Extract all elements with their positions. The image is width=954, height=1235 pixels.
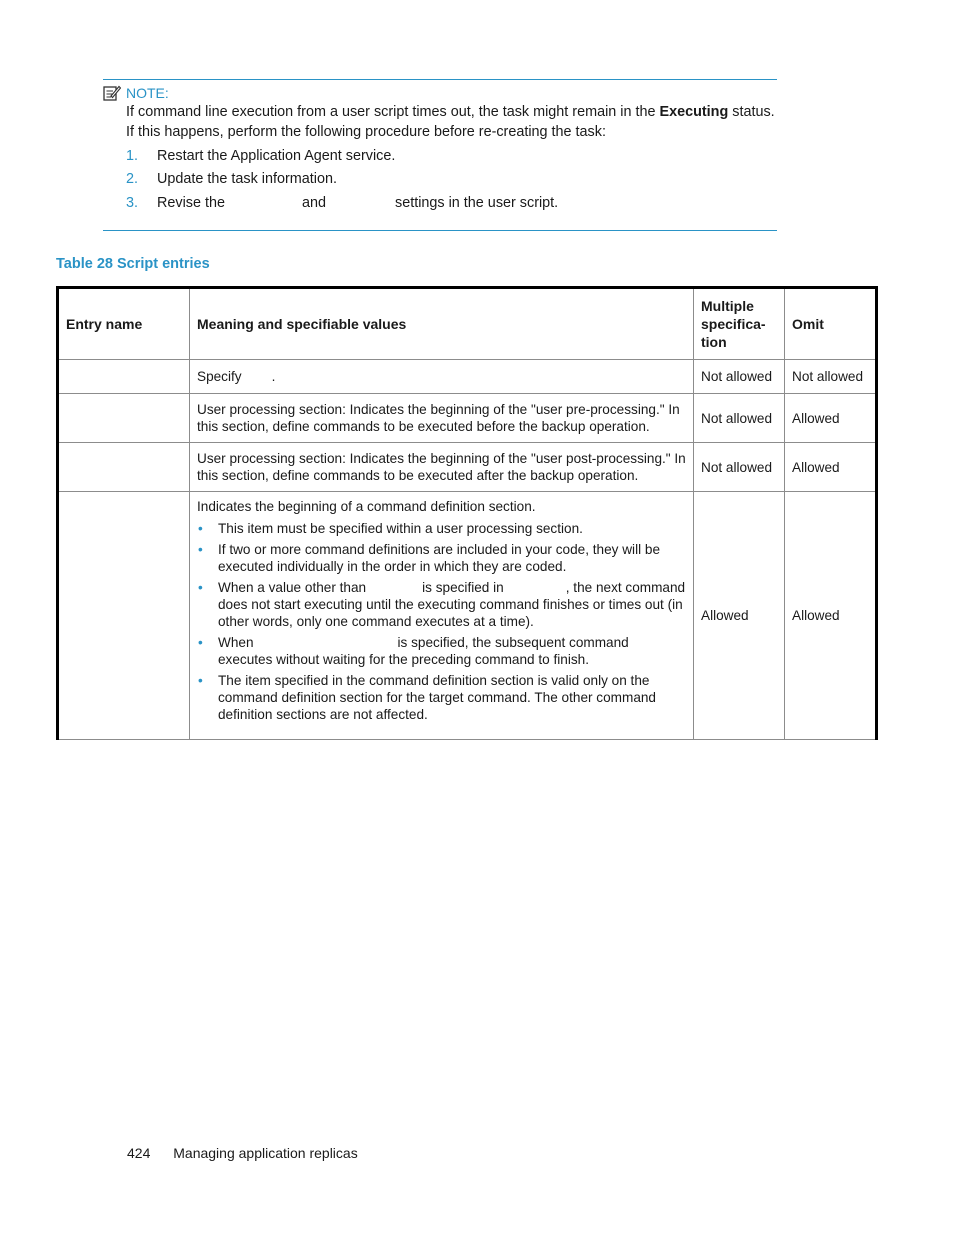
bullet-text-b: is specified, the subsequent command executes without waiting for the preceding command to finish. xyxy=(218,635,629,667)
note-label: NOTE: xyxy=(126,85,169,101)
step-text: Restart the Application Agent service. xyxy=(157,147,396,164)
header-omit: Omit xyxy=(785,288,877,360)
note-header xyxy=(103,84,777,102)
note-bottom-rule xyxy=(103,230,777,231)
cell-entry xyxy=(58,443,190,492)
footer-section: Managing application replicas xyxy=(173,1145,358,1161)
note-steps xyxy=(126,144,777,215)
cell-meaning: User processing section: Indicates the beginning of the "user post-processing." In this section, define commands to be executed after the backup operation. xyxy=(190,443,694,492)
note-text xyxy=(126,103,777,142)
header-entry-name: Entry name xyxy=(58,288,190,360)
cell-omit: Not allowed xyxy=(785,360,877,394)
note-line1-suffix: status. xyxy=(728,104,775,120)
note-top-rule xyxy=(103,79,777,80)
step-number: 3. xyxy=(126,194,139,211)
note-line2: If this happens, perform the following procedure before re-creating the task: xyxy=(126,123,606,140)
bullet-dot-icon: • xyxy=(198,673,203,688)
step-number: 1. xyxy=(126,147,139,164)
header-multiple-line: tion xyxy=(701,334,727,350)
cell-omit: Allowed xyxy=(785,492,877,740)
bullet-dot-icon: • xyxy=(198,580,203,595)
table-row xyxy=(58,443,877,492)
bullet-text-b: is specified in xyxy=(422,580,504,595)
page-number: 424 xyxy=(127,1145,151,1161)
bullet-dot-icon: • xyxy=(198,542,203,557)
table-row xyxy=(58,360,877,394)
bullet-item xyxy=(197,541,686,575)
header-multiple-line: specifica- xyxy=(701,316,766,332)
cell-multiple: Not allowed xyxy=(694,394,785,443)
bullet-item xyxy=(197,579,686,630)
note-block xyxy=(103,79,777,231)
header-multiple xyxy=(694,288,785,360)
cell-entry xyxy=(58,394,190,443)
step-item xyxy=(126,168,777,192)
bullet-item xyxy=(197,520,686,537)
cell-entry xyxy=(58,360,190,394)
step-text-c: settings in the user script. xyxy=(395,194,559,211)
bullet-item xyxy=(197,634,686,668)
table-caption: Table 28 Script entries xyxy=(56,256,210,272)
bullet-text-a: When xyxy=(218,635,254,650)
bullet-dot-icon: • xyxy=(198,521,203,536)
step-number: 2. xyxy=(126,171,139,188)
cell-meaning xyxy=(190,360,694,394)
step-text-b: and xyxy=(302,194,327,211)
step-item xyxy=(126,144,777,168)
meaning-bullets xyxy=(197,520,686,723)
bullet-item xyxy=(197,672,686,723)
step-text-a: Revise the xyxy=(157,194,225,211)
bullet-text: This item must be specified within a user processing section. xyxy=(218,521,583,536)
bullet-text-a: When a value other than xyxy=(218,580,367,595)
note-line1-bold: Executing xyxy=(659,104,729,120)
table-header-row xyxy=(58,288,877,360)
cell-entry xyxy=(58,492,190,740)
cell-multiple: Not allowed xyxy=(694,443,785,492)
note-pencil-icon xyxy=(103,85,121,101)
note-line1-prefix: If command line execution from a user script times out, the task might remain in the xyxy=(126,104,660,120)
cell-meaning: User processing section: Indicates the beginning of the "user pre-processing." In this section, define commands to be executed before the backup operation. xyxy=(190,394,694,443)
bullet-text-c: , the next command does not start executing until the executing command finishes or times out (in other words, only one command executes at a time). xyxy=(218,580,686,629)
meaning-lead: Indicates the beginning of a command definition section. xyxy=(197,499,536,514)
meaning-part-b: . xyxy=(271,369,276,384)
step-item xyxy=(126,191,777,215)
cell-multiple: Allowed xyxy=(694,492,785,740)
script-entries-table xyxy=(56,286,878,740)
page-footer xyxy=(127,1145,358,1161)
cell-multiple: Not allowed xyxy=(694,360,785,394)
table-row xyxy=(58,492,877,740)
header-meaning: Meaning and specifiable values xyxy=(190,288,694,360)
header-multiple-line: Multiple xyxy=(701,298,754,314)
bullet-text: The item specified in the command definition section is valid only on the command definition section for the target command. The other command definition sections are not affected. xyxy=(218,673,656,722)
bullet-text: If two or more command definitions are included in your code, they will be executed individually in the order in which they are coded. xyxy=(218,542,661,574)
cell-omit: Allowed xyxy=(785,443,877,492)
cell-omit: Allowed xyxy=(785,394,877,443)
table-row xyxy=(58,394,877,443)
cell-meaning xyxy=(190,492,694,740)
step-text: Update the task information. xyxy=(157,171,337,188)
bullet-dot-icon: • xyxy=(198,635,203,650)
meaning-part-a: Specify xyxy=(197,369,242,384)
